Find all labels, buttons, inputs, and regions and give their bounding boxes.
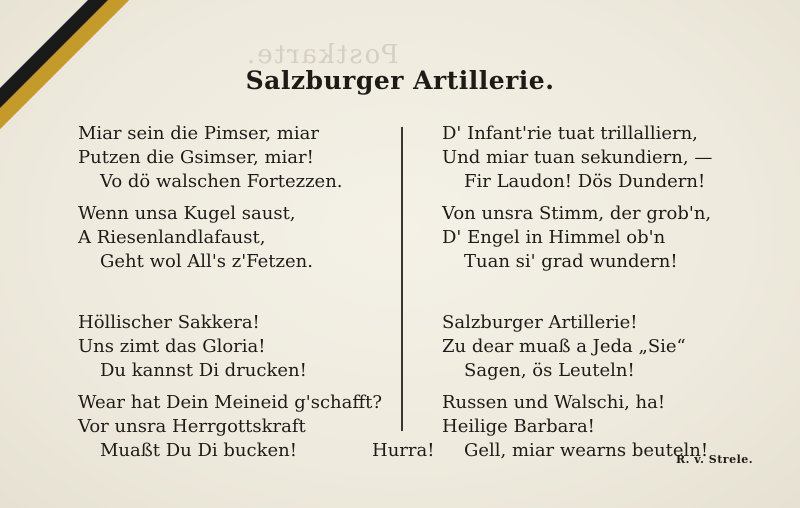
- verse-line: Wenn unsa Kugel saust,: [78, 203, 296, 224]
- verse-line: Zu dear muaß a Jeda „Sie“: [442, 336, 686, 357]
- column-divider: [401, 127, 403, 431]
- verse-line: Tuan si' grad wundern!: [464, 251, 678, 272]
- verse-line: Heilige Barbara!: [442, 416, 595, 437]
- verse-line: Uns zimt das Gloria!: [78, 336, 266, 357]
- verse-line: Salzburger Artillerie!: [442, 312, 638, 333]
- verse-line: Gell, miar wearns beuteln!: [464, 440, 709, 461]
- left-column: [78, 122, 398, 463]
- author-signature: R. v. Strele.: [676, 453, 754, 466]
- closing-exclamation: Hurra!: [372, 440, 435, 461]
- verse-line: A Riesenlandlafaust,: [78, 227, 266, 248]
- verse-line: Fir Laudon! Dös Dundern!: [464, 171, 706, 192]
- right-column: [442, 122, 782, 463]
- verse-line: Höllischer Sakkera!: [78, 312, 260, 333]
- verse-line: D' Infant'rie tuat trillalliern,: [442, 123, 698, 144]
- verse-line: Sagen, ös Leuteln!: [464, 360, 635, 381]
- verse-line: Vo dö walschen Fortezzen.: [100, 171, 343, 192]
- verse-line: Wear hat Dein Meineid g'schafft?: [78, 392, 383, 413]
- verse-line: Miar sein die Pimser, miar: [78, 123, 319, 144]
- poem-title: Salzburger Artillerie.: [245, 66, 555, 95]
- postkarte-watermark: Postkarte.: [245, 40, 399, 70]
- verse-line: Vor unsra Herrgottskraft: [78, 416, 306, 437]
- verse-line: Putzen die Gsimser, miar!: [78, 147, 314, 168]
- verse-line: Von unsra Stimm, der grob'n,: [442, 203, 712, 224]
- verse-line: Geht wol All's z'Fetzen.: [100, 251, 313, 272]
- verse-line: Muaßt Du Di bucken!: [100, 440, 297, 461]
- verse-line: Und miar tuan sekundiern, —: [442, 147, 713, 168]
- verse-line: Du kannst Di drucken!: [100, 360, 307, 381]
- verse-line: D' Engel in Himmel ob'n: [442, 227, 666, 248]
- verse-line: Russen und Walschi, ha!: [442, 392, 666, 413]
